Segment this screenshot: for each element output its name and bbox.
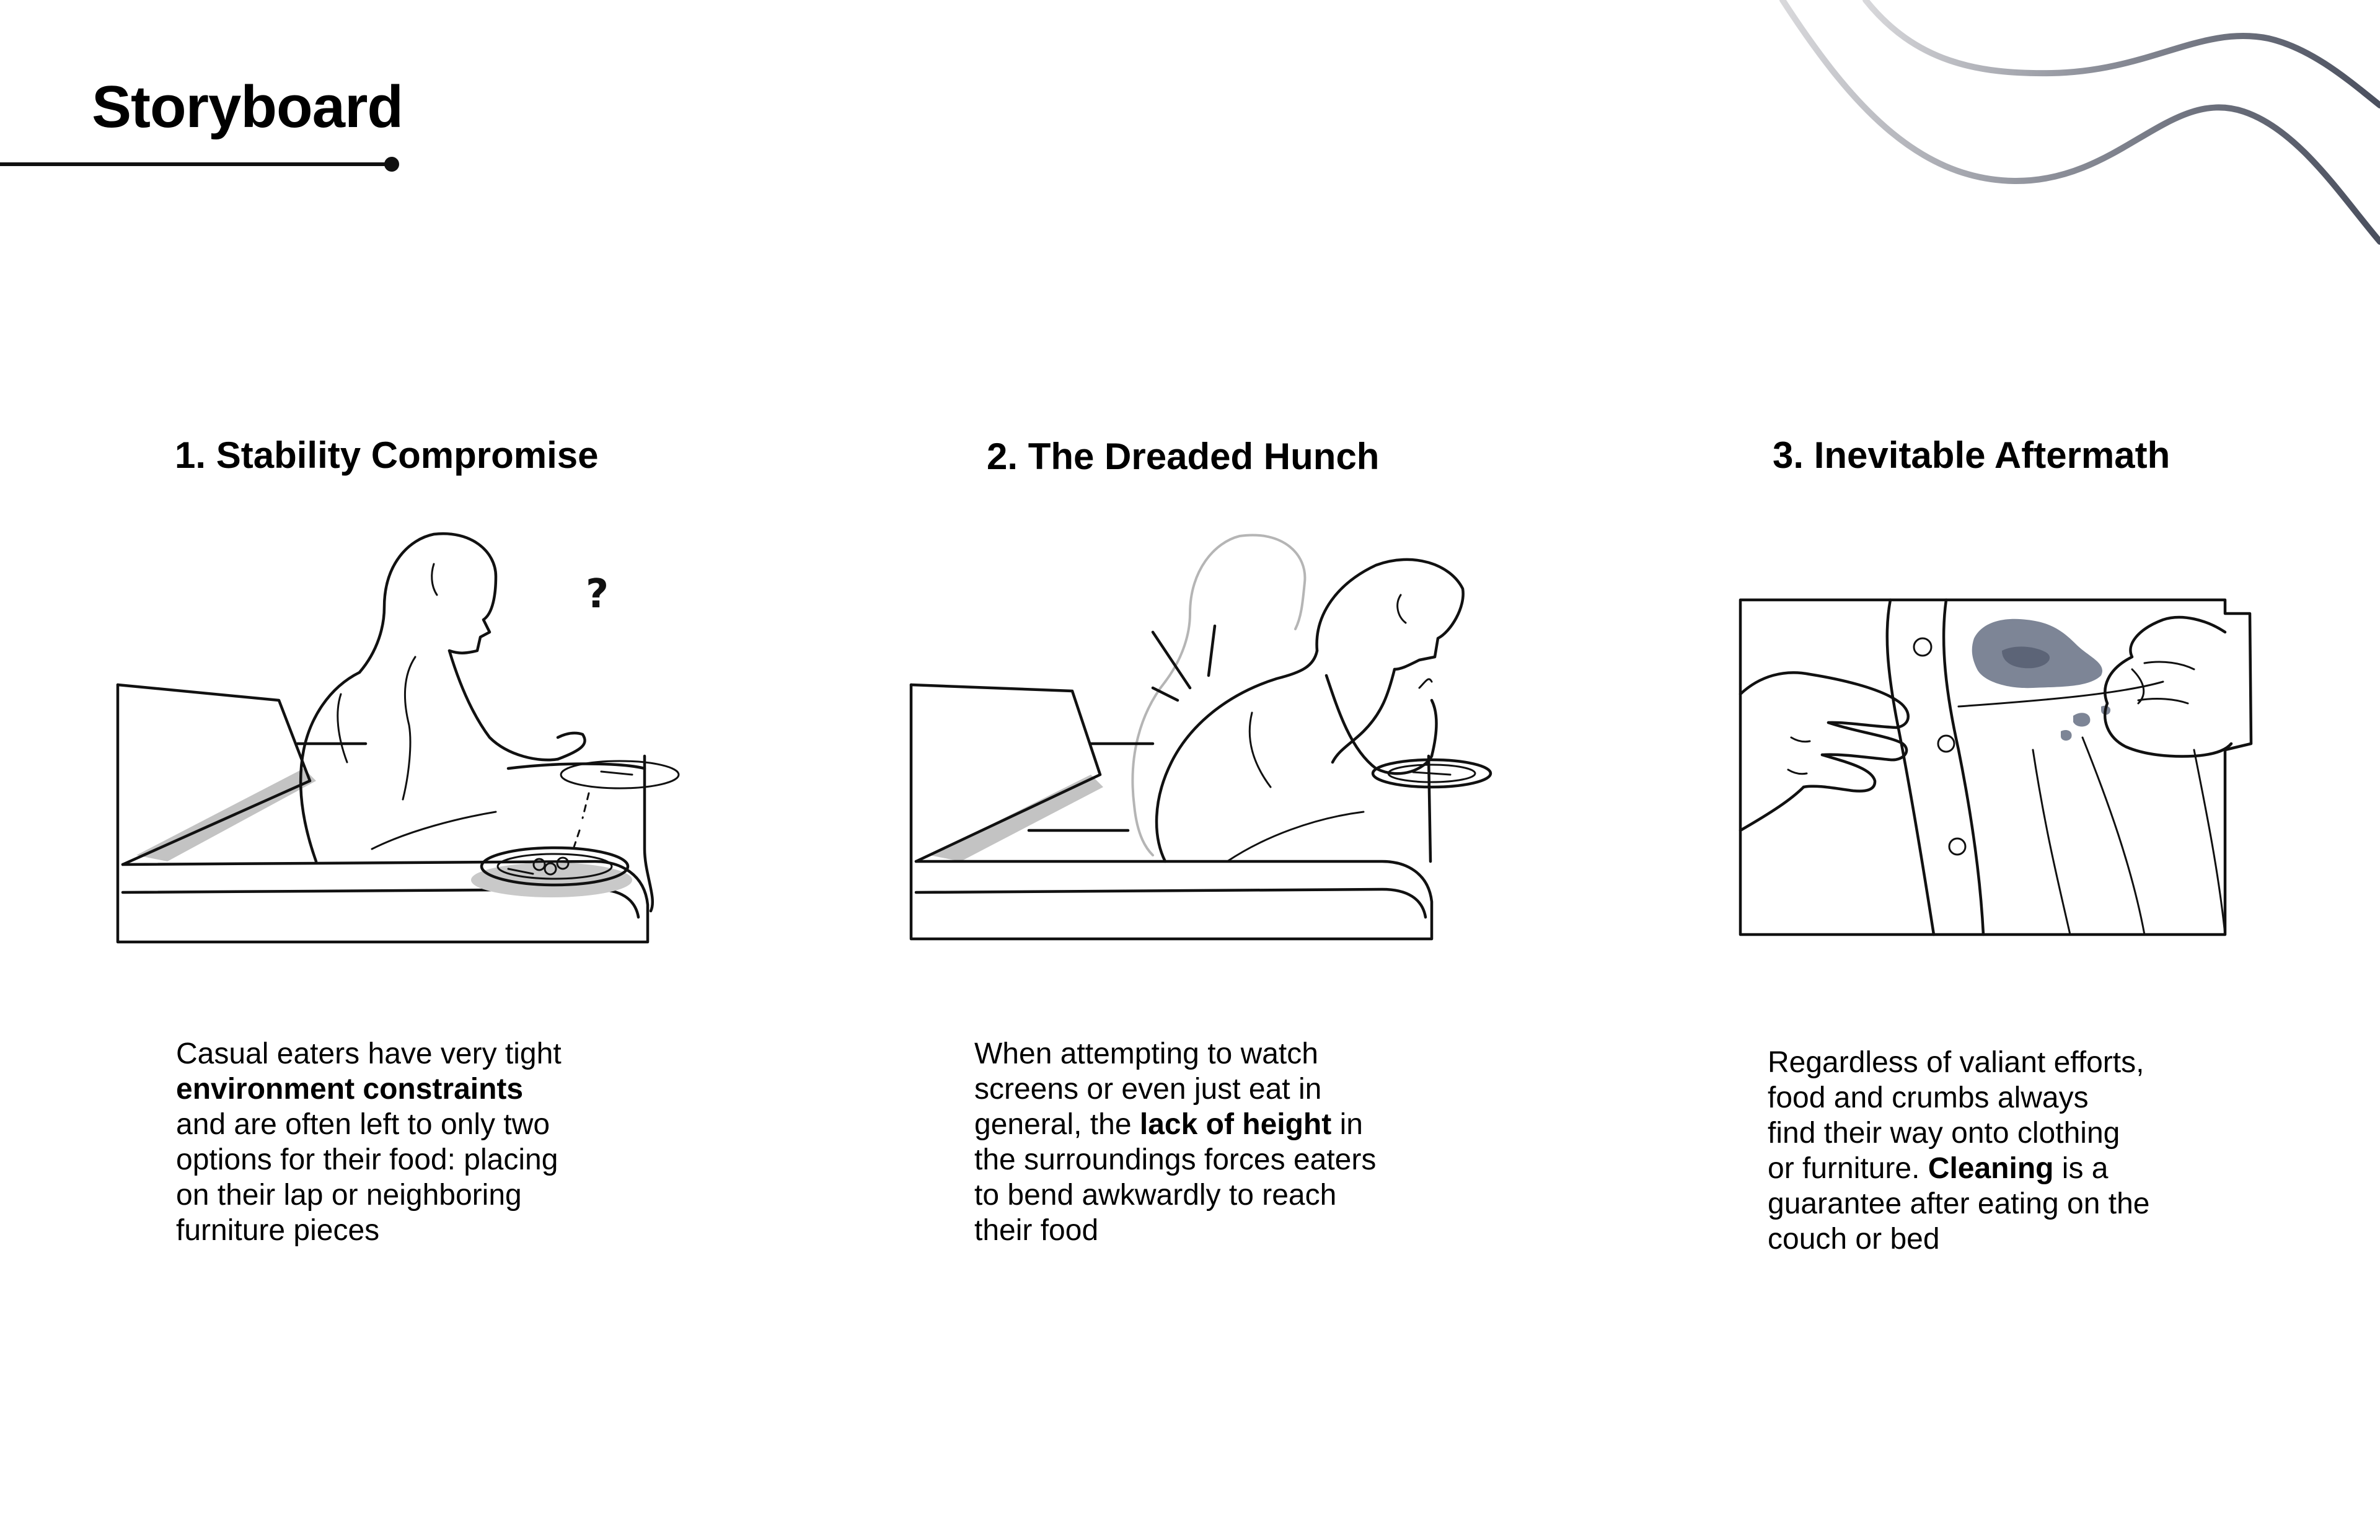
panel-2-caption: When attempting to watch screens or even just eat in general, the lack of height in the surroundings forces eaters to bend awkwardly to reach their food xyxy=(974,1037,1377,1247)
svg-text:?: ? xyxy=(586,571,609,617)
panel-1-caption: Casual eaters have very tight environment constraints and are often left to only two options for their food: placing on their lap or neighboring furniture pieces xyxy=(176,1037,562,1247)
panel-3-caption: Regardless of valiant efforts, food and crumbs always find their way onto clothing or furniture. Cleaning is a guarantee after eating on the couch or bed xyxy=(1768,1046,2150,1256)
panel-3-title: 3. Inevitable Aftermath xyxy=(1773,434,2171,476)
page-title: Storyboard xyxy=(92,74,403,140)
title-underline xyxy=(0,162,393,166)
panel-1-title: 1. Stability Compromise xyxy=(175,434,599,476)
decorative-waves-icon xyxy=(1773,0,2380,260)
person-on-couch-with-plate-icon xyxy=(112,527,669,948)
person-hunching-over-plate-icon xyxy=(905,527,1500,948)
stained-shirt-icon xyxy=(1735,595,2256,942)
panel-2-title: 2. The Dreaded Hunch xyxy=(987,436,1380,477)
title-underline-dot xyxy=(384,157,399,172)
